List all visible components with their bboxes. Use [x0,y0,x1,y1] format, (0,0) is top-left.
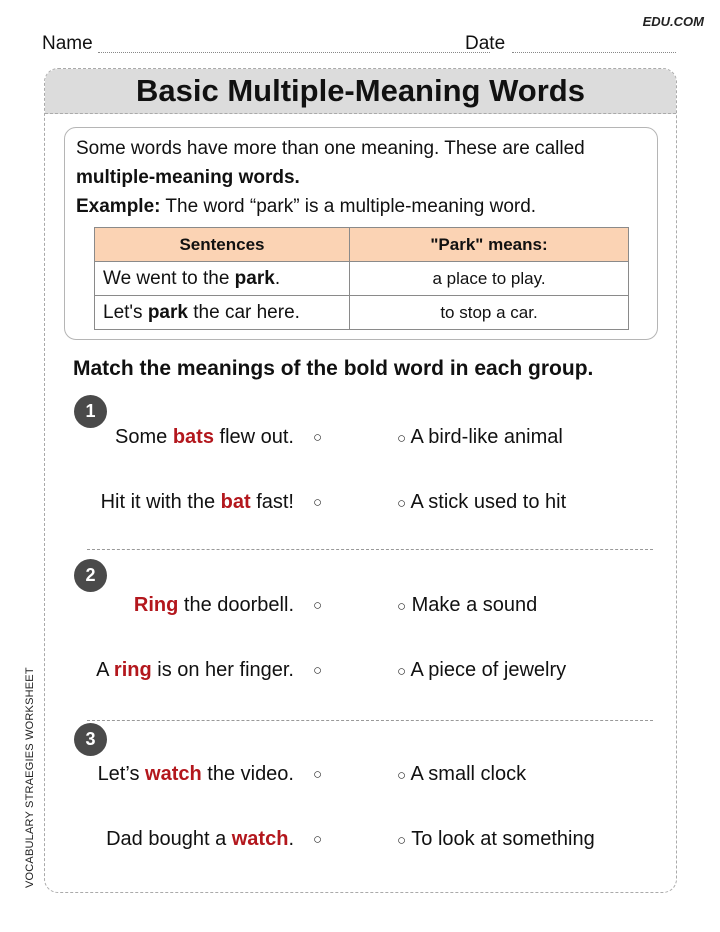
intro-box [64,127,658,340]
meaning-right[interactable] [397,491,566,514]
meaning-right[interactable] [397,426,563,449]
worksheet-card [44,68,677,893]
sentence-left [134,594,294,617]
group-divider [87,549,653,550]
worksheet-title: Basic Multiple-Meaning Words [136,73,585,108]
group-divider [87,720,653,721]
title-bar [45,69,676,114]
example-text: The word “park” is a multiple-meaning word. [160,196,537,217]
group-number-badge: 2 [74,559,107,592]
meaning-text: To look at something [411,828,595,850]
right-match-dot[interactable]: ○ [397,832,407,849]
name-label: Name [42,33,93,54]
sentence-text: Some [115,426,173,448]
sentence-text: Let's [103,301,148,323]
right-match-dot[interactable]: ○ [397,767,407,784]
left-match-dot[interactable]: ○ [313,831,323,848]
table-cell-meaning: to stop a car. [350,296,629,330]
sentence-text: fast! [250,491,294,513]
table-cell-sentence [95,296,350,330]
intro-line-2: multiple-meaning words. [76,167,300,188]
keyword: Ring [133,594,179,616]
sentence-text: Hit it with the [100,491,221,513]
right-match-dot[interactable]: ○ [397,663,407,680]
right-match-dot[interactable]: ○ [397,598,407,615]
name-date-row [42,33,676,55]
meaning-right[interactable] [397,659,566,682]
example-line [76,192,646,221]
left-match-dot[interactable]: ○ [313,662,323,679]
table-cell-sentence [95,262,350,296]
meaning-right[interactable] [397,594,537,617]
date-line [512,52,676,53]
meaning-text: A bird-like animal [410,426,563,448]
sentence-text: A [96,659,114,681]
right-match-dot[interactable]: ○ [397,430,407,447]
sentence-left [106,828,294,851]
table-row [95,296,629,330]
table-row [95,262,629,296]
bold-word: park [147,301,188,323]
sentence-text: the car here. [187,301,300,323]
table-cell-meaning: a place to play. [350,262,629,296]
left-match-dot[interactable]: ○ [313,766,323,783]
sentence-left [98,763,294,786]
name-line [98,52,490,53]
table-header-sentences: Sentences [95,228,350,262]
left-match-dot[interactable]: ○ [313,597,323,614]
worksheet-side-label: VOCABULARY STRAEGIES WORKSHEET [24,667,36,888]
group-number-badge: 3 [74,723,107,756]
intro-line-1: Some words have more than one meaning. These are called [76,138,585,159]
keyword: ring [113,659,152,681]
keyword: watch [231,828,289,850]
right-match-dot[interactable]: ○ [397,495,407,512]
left-match-dot[interactable]: ○ [313,494,323,511]
sentence-text: Let’s [97,763,146,785]
sentence-text: Dad bought a [106,828,232,850]
meaning-right[interactable] [397,763,526,786]
sentence-text: . [274,267,281,289]
meaning-text: Make a sound [411,594,538,616]
sentence-text: . [288,828,294,850]
sentence-text: the doorbell. [178,594,294,616]
site-logo: EDU.COM [642,14,704,29]
meaning-table [94,227,629,330]
bold-word: park [234,267,275,289]
sentence-left [101,491,294,514]
sentence-text: We went to the [103,267,235,289]
keyword: bats [172,426,214,448]
example-label: Example: [76,196,161,217]
group-number-badge: 1 [74,395,107,428]
keyword: bat [220,491,251,513]
table-header-row [95,228,629,262]
sentence-left [115,426,294,449]
keyword: watch [145,763,202,785]
sentence-text: the video. [201,763,294,785]
sentence-text: flew out. [213,426,294,448]
date-label: Date [465,33,506,54]
sentence-text: is on her finger. [151,659,294,681]
left-match-dot[interactable]: ○ [313,429,323,446]
instruction-text: Match the meanings of the bold word in each group. [73,357,594,380]
meaning-text: A piece of jewelry [410,659,567,681]
meaning-text: A small clock [410,763,527,785]
table-header-meaning: "Park" means: [350,228,629,262]
meaning-text: A stick used to hit [410,491,567,513]
sentence-left [96,659,294,682]
meaning-right[interactable] [397,828,595,851]
